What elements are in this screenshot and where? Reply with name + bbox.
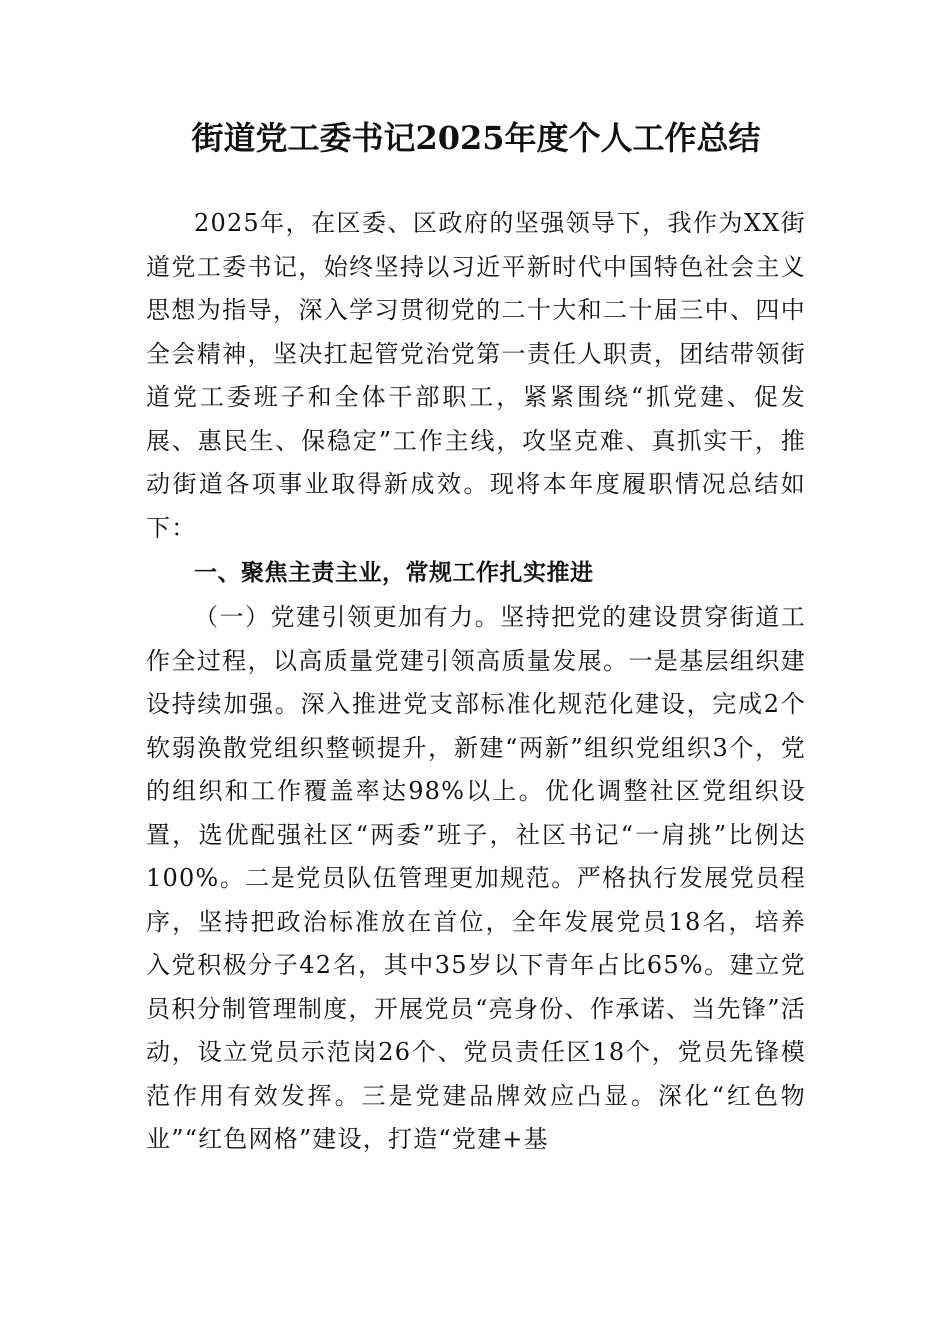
subsection-lead: （一）党建引领更加有力。 (194, 603, 501, 631)
document-page (146, 110, 806, 1162)
intro-paragraph: 2025年，在区委、区政府的坚强领导下，我作为XX街道党工委书记，始终坚持以习近平新时代中国特色社会主义思想为指导，深入学习贯彻党的二十大和二十届三中、四中全会精神，坚决扛起管党治党第一责任人职责，团结带领街道党工委班子和全体干部职工，紧紧围绕“抓党建、促发展、惠民生、保稳定”工作主线，攻坚克难、真抓实干，推动街道各项事业取得新成效。现将本年度履职情况总结如下： (146, 209, 806, 542)
subsection-body: 坚持把党的建设贯穿街道工作全过程，以高质量党建引领高质量发展。一是基层组织建设持续加强。深入推进党支部标准化规范化建设，完成2个软弱涣散党组织整顿提升，新建“两新”组织党组织3个，党的组织和工作覆盖率达98%以上。优化调整社区党组织设置，选优配强社区“两委”班子，社区书记“一肩挑”比例达100%。二是党员队伍管理更加规范。严格执行发展党员程序，坚持把政治标准放在首位，全年发展党员18名，培养入党积极分子42名，其中35岁以下青年占比65%。建立党员积分制管理制度，开展党员“亮身份、作承诺、当先锋”活动，设立党员示范岗26个、党员责任区18个，党员先锋模范作用有效发挥。三是党建品牌效应凸显。深化“红色物业”“红色网格”建设，打造“党建+基 (146, 603, 806, 1153)
subsection-paragraph-1 (146, 596, 806, 1162)
document-title: 街道党工委书记2025年度个人工作总结 (191, 119, 761, 157)
section-heading-1: 一、聚焦主责主业，常规工作扎实推进 (194, 560, 594, 586)
